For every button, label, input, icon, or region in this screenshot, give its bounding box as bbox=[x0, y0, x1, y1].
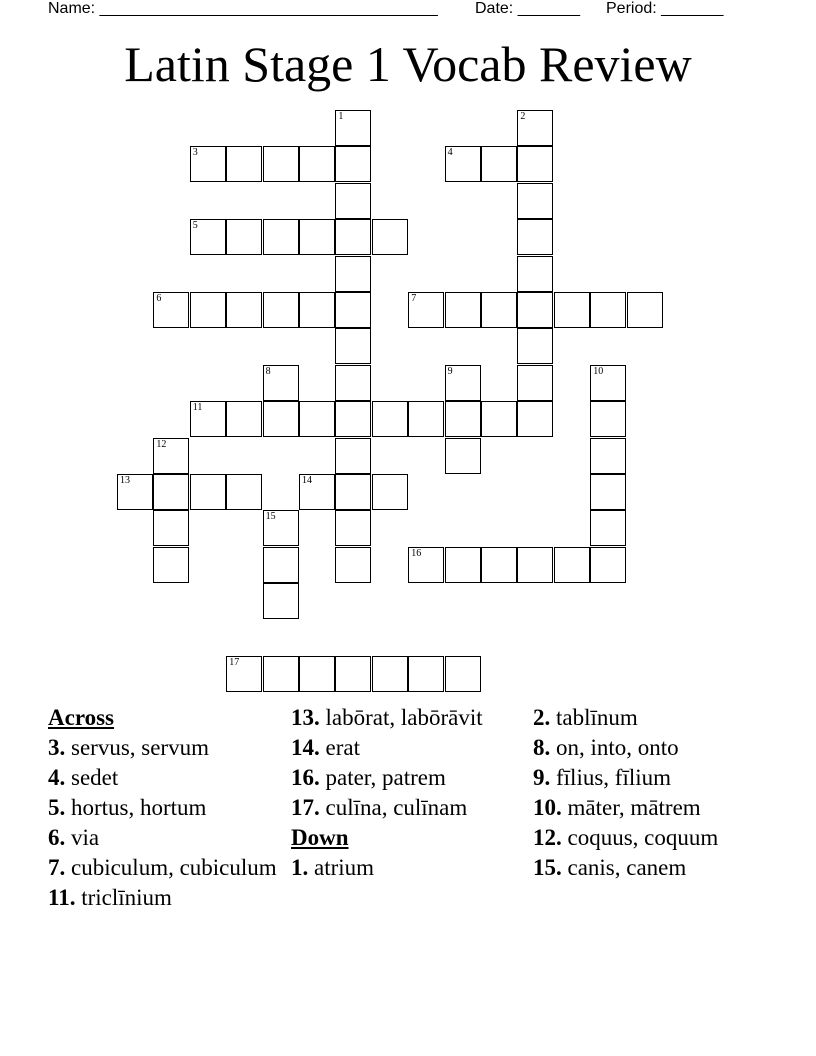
clue-number: 9 bbox=[447, 365, 453, 377]
clue-number: 11 bbox=[192, 402, 203, 414]
crossword-cell[interactable] bbox=[590, 547, 626, 583]
crossword-cell[interactable] bbox=[153, 510, 189, 546]
clue-column-1 bbox=[48, 704, 278, 914]
crossword-cell[interactable] bbox=[590, 292, 626, 328]
crossword-cell[interactable] bbox=[299, 146, 335, 182]
clue-column-3 bbox=[533, 704, 773, 884]
clue-down-2: 2. tablīnum bbox=[533, 705, 638, 730]
crossword-cell[interactable] bbox=[153, 292, 189, 328]
crossword-cell[interactable] bbox=[335, 474, 371, 510]
clue-across-3: 3. servus, servum bbox=[48, 735, 209, 760]
crossword-cell[interactable] bbox=[263, 583, 299, 619]
crossword-cell[interactable] bbox=[263, 656, 299, 692]
crossword-cell[interactable] bbox=[335, 292, 371, 328]
crossword-cell[interactable] bbox=[517, 219, 553, 255]
clue-column-2 bbox=[291, 704, 521, 884]
crossword-cell[interactable] bbox=[335, 328, 371, 364]
crossword-cell[interactable] bbox=[153, 547, 189, 583]
crossword-cell[interactable] bbox=[335, 146, 371, 182]
clue-across-17: 17. culīna, culīnam bbox=[291, 795, 468, 820]
crossword-cell[interactable] bbox=[408, 656, 444, 692]
crossword-cell[interactable] bbox=[335, 656, 371, 692]
across-heading: Across bbox=[48, 705, 115, 730]
crossword-cell[interactable] bbox=[517, 256, 553, 292]
crossword-cell[interactable] bbox=[481, 547, 517, 583]
clue-across-16: 16. pater, patrem bbox=[291, 765, 446, 790]
clue-number: 7 bbox=[411, 293, 417, 304]
crossword-cell[interactable] bbox=[263, 292, 299, 328]
crossword-cell[interactable] bbox=[117, 474, 153, 510]
crossword-cell[interactable] bbox=[190, 219, 226, 255]
clue-down-10: 10. māter, mātrem bbox=[533, 795, 701, 820]
crossword-cell[interactable] bbox=[445, 656, 481, 692]
crossword-cell[interactable] bbox=[481, 146, 517, 182]
clue-number: 10 bbox=[593, 365, 604, 377]
name-field-label[interactable]: Name: ______________________________________ bbox=[48, 0, 438, 17]
crossword-cell[interactable] bbox=[299, 474, 335, 510]
crossword-cell[interactable] bbox=[263, 146, 299, 182]
crossword-cell[interactable] bbox=[481, 401, 517, 437]
crossword-cell[interactable] bbox=[517, 328, 553, 364]
clue-number: 4 bbox=[447, 147, 453, 159]
crossword-cell[interactable] bbox=[554, 292, 590, 328]
period-field-label[interactable]: Period: _______ bbox=[606, 0, 724, 17]
crossword-cell[interactable] bbox=[190, 292, 226, 328]
clue-across-6: 6. via bbox=[48, 825, 100, 850]
crossword-cell[interactable] bbox=[226, 146, 262, 182]
crossword-cell[interactable] bbox=[372, 474, 408, 510]
crossword-cell[interactable] bbox=[408, 292, 444, 328]
clue-number: 6 bbox=[156, 293, 162, 304]
crossword-cell[interactable] bbox=[408, 547, 444, 583]
clue-number: 14 bbox=[302, 475, 312, 486]
crossword-cell[interactable] bbox=[263, 401, 299, 437]
crossword-cell[interactable] bbox=[372, 401, 408, 437]
crossword-cell[interactable] bbox=[481, 292, 517, 328]
crossword-cell[interactable] bbox=[517, 183, 553, 219]
crossword-cell[interactable] bbox=[335, 401, 371, 437]
crossword-cell[interactable] bbox=[226, 219, 262, 255]
clue-down-12: 12. coquus, coquum bbox=[533, 825, 719, 850]
clue-number: 13 bbox=[120, 475, 130, 486]
crossword-cell[interactable] bbox=[590, 365, 626, 401]
clue-number: 17 bbox=[229, 657, 240, 668]
crossword-cell[interactable] bbox=[445, 365, 481, 401]
clue-across-4: 4. sedet bbox=[48, 765, 119, 790]
crossword-cell[interactable] bbox=[299, 656, 335, 692]
crossword-cell[interactable] bbox=[226, 474, 262, 510]
clue-across-14: 14. erat bbox=[291, 735, 360, 760]
crossword-cell[interactable] bbox=[590, 401, 626, 437]
crossword-cell[interactable] bbox=[153, 438, 189, 474]
crossword-cell[interactable] bbox=[263, 510, 299, 546]
crossword-cell[interactable] bbox=[590, 438, 626, 474]
clue-across-13: 13. labōrat, labōrāvit bbox=[291, 705, 483, 730]
clue-number: 5 bbox=[192, 220, 198, 232]
crossword-cell[interactable] bbox=[226, 401, 262, 437]
crossword-cell[interactable] bbox=[627, 292, 663, 328]
down-heading: Down bbox=[291, 825, 349, 850]
crossword-cell[interactable] bbox=[517, 146, 553, 182]
crossword-cell[interactable] bbox=[190, 401, 226, 437]
clue-number: 8 bbox=[265, 365, 271, 377]
crossword-cell[interactable] bbox=[226, 656, 262, 692]
clue-number: 1 bbox=[338, 111, 344, 122]
crossword-cell[interactable] bbox=[408, 401, 444, 437]
clue-across-5: 5. hortus, hortum bbox=[48, 795, 207, 820]
crossword-cell[interactable] bbox=[335, 183, 371, 219]
crossword-cell[interactable] bbox=[299, 219, 335, 255]
clue-down-1: 1. atrium bbox=[291, 855, 375, 880]
clue-across-11: 11. triclīnium bbox=[48, 885, 172, 910]
crossword-cell[interactable] bbox=[590, 474, 626, 510]
crossword-cell[interactable] bbox=[226, 292, 262, 328]
crossword-cell[interactable] bbox=[190, 146, 226, 182]
crossword-cell[interactable] bbox=[335, 219, 371, 255]
crossword-cell[interactable] bbox=[299, 292, 335, 328]
crossword-cell[interactable] bbox=[445, 547, 481, 583]
crossword-cell[interactable] bbox=[554, 547, 590, 583]
crossword-cell[interactable] bbox=[445, 292, 481, 328]
crossword-cell[interactable] bbox=[445, 401, 481, 437]
crossword-cell[interactable] bbox=[517, 365, 553, 401]
clue-down-15: 15. canis, canem bbox=[533, 855, 687, 880]
crossword-cell[interactable] bbox=[335, 110, 371, 146]
clue-number: 12 bbox=[156, 438, 167, 450]
crossword-cell[interactable] bbox=[372, 219, 408, 255]
date-field-label[interactable]: Date: _______ bbox=[475, 0, 580, 17]
crossword-cell[interactable] bbox=[517, 292, 553, 328]
crossword-cell[interactable] bbox=[335, 438, 371, 474]
clue-number: 16 bbox=[411, 547, 422, 559]
crossword-cell[interactable] bbox=[153, 474, 189, 510]
crossword-cell[interactable] bbox=[190, 474, 226, 510]
crossword-cell[interactable] bbox=[517, 401, 553, 437]
crossword-cell[interactable] bbox=[590, 510, 626, 546]
clue-down-8: 8. on, into, onto bbox=[533, 735, 679, 760]
crossword-cell[interactable] bbox=[372, 656, 408, 692]
crossword-cell[interactable] bbox=[335, 547, 371, 583]
crossword-cell[interactable] bbox=[335, 510, 371, 546]
clue-down-9: 9. fīlius, fīlium bbox=[533, 765, 671, 790]
clue-number: 2 bbox=[520, 111, 526, 122]
crossword-cell[interactable] bbox=[263, 219, 299, 255]
page-title: Latin Stage 1 Vocab Review bbox=[124, 36, 692, 92]
clue-number: 3 bbox=[192, 147, 198, 159]
crossword-cell[interactable] bbox=[299, 401, 335, 437]
crossword-cell[interactable] bbox=[263, 365, 299, 401]
crossword-cell[interactable] bbox=[335, 365, 371, 401]
clue-across-7: 7. cubiculum, cubiculum bbox=[48, 855, 277, 880]
crossword-cell[interactable] bbox=[445, 438, 481, 474]
crossword-cell[interactable] bbox=[445, 146, 481, 182]
crossword-cell[interactable] bbox=[517, 547, 553, 583]
crossword-cell[interactable] bbox=[517, 110, 553, 146]
crossword-cell[interactable] bbox=[263, 547, 299, 583]
clue-number: 15 bbox=[265, 511, 276, 523]
crossword-cell[interactable] bbox=[335, 256, 371, 292]
